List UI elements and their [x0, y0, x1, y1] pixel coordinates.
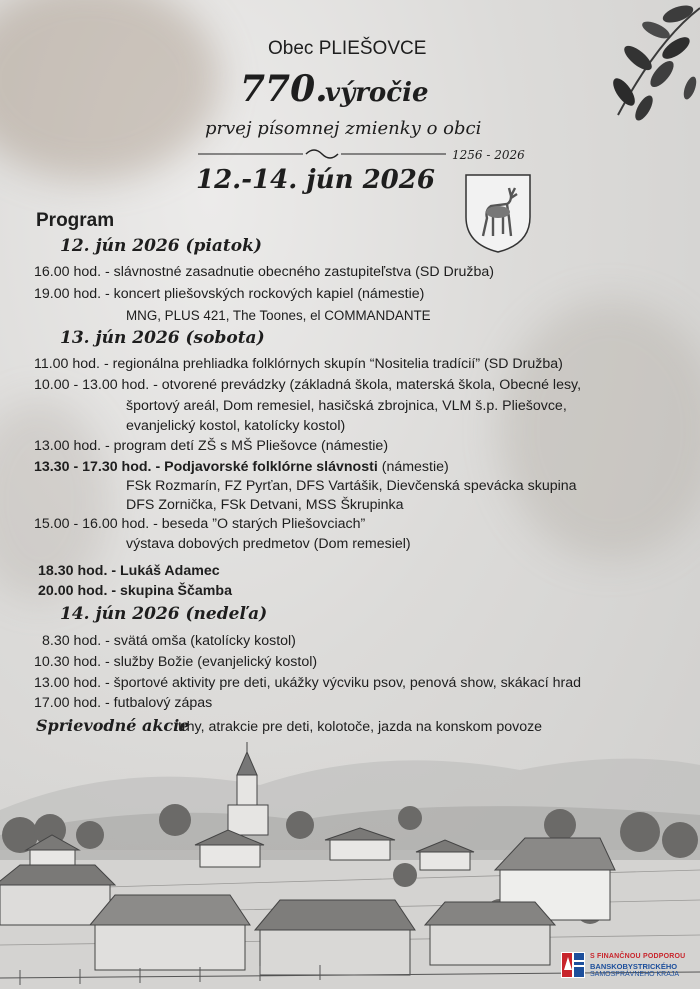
sponsor-line-1: S FINANČNOU PODPOROU — [590, 953, 686, 960]
sponsor-line-2: BANSKOBYSTRICKÉHO — [590, 962, 678, 971]
program-item: 8.30 hod. - svätá omša (katolícky kostol) — [42, 633, 296, 649]
highlight-text: 13.30 - 17.30 hod. - Podjavorské folklórne slávnosti — [34, 459, 378, 475]
program-item-detail: športový areál, Dom remesiel, hasičská zbrojnica, VLM š.p. Pliešovce, — [126, 398, 567, 414]
program-item: 10.30 hod. - služby Božie (evanjelický kostol) — [34, 654, 318, 670]
highlight-location: (námestie) — [377, 459, 449, 475]
leaves-decoration — [578, 0, 700, 130]
program-item-detail: DFS Zornička, FSk Detvani, MSS Škrupinka — [126, 497, 404, 513]
program-item: 17.00 hod. - futbalový zápas — [34, 695, 213, 711]
background-stain — [500, 300, 700, 560]
program-title: Program — [36, 210, 115, 231]
program-item-detail: evanjelický kostol, katolícky kostol) — [126, 418, 346, 434]
program-item: 13.00 hod. - športové aktivity pre deti, ukážky výcviku psov, penová show, skákací hrad — [34, 675, 582, 691]
side-events-label: Sprievodné akcie — [36, 716, 190, 735]
program-item: 15.00 - 16.00 hod. - beseda ”O starých Pliešovciach” — [34, 516, 366, 532]
divider-ornament — [198, 146, 446, 162]
program-item-detail: MNG, PLUS 421, The Toones, el COMMANDANTE — [126, 308, 431, 323]
program-item-concert: 18.30 hod. - Lukáš Adamec — [38, 563, 220, 579]
subtitle: prvej písomnej zmienky o obci — [205, 118, 482, 139]
event-dates: 12.-14. jún 2026 — [196, 165, 435, 195]
program-item-highlight — [34, 458, 449, 477]
program-item: 11.00 hod. - regionálna prehliadka folklórnych skupín “Nositelia tradícií” (SD Družba) — [34, 356, 563, 372]
day-heading-sunday: 14. jún 2026 (nedeľa) — [60, 604, 268, 624]
years-range: 1256 - 2026 — [452, 148, 525, 162]
anniversary-word: výročie — [325, 78, 429, 108]
municipality-name: Obec PLIEŠOVCE — [268, 38, 427, 59]
sponsor-line-3: SAMOSPRÁVNEHO KRAJA — [590, 971, 680, 978]
program-item-concert: 20.00 hod. - skupina Ščamba — [38, 583, 232, 599]
day-heading-friday: 12. jún 2026 (piatok) — [60, 236, 262, 256]
program-item: 16.00 hod. - slávnostné zasadnutie obecného zastupiteľstva (SD Družba) — [34, 264, 494, 280]
bbsk-logo-icon — [561, 952, 585, 978]
coat-of-arms — [463, 172, 533, 254]
program-item: 10.00 - 13.00 hod. - otvorené prevádzky (základná škola, materská škola, Obecné lesy, — [34, 377, 582, 393]
program-item-detail: výstava dobových predmetov (Dom remesiel) — [126, 536, 411, 552]
program-item-detail: FSk Rozmarín, FZ Pyrťan, DFS Vartášik, Dievčenská spevácka skupina — [126, 478, 577, 494]
anniversary-number: 770. — [240, 68, 328, 110]
day-heading-saturday: 13. jún 2026 (sobota) — [60, 328, 265, 348]
program-item: 19.00 hod. - koncert pliešovských rockových kapiel (námestie) — [34, 286, 425, 302]
program-item: 13.00 hod. - program detí ZŠ s MŠ Pliešovce (námestie) — [34, 438, 389, 454]
village-illustration — [0, 740, 700, 989]
background-stain — [0, 0, 220, 180]
side-events-text: trhy, atrakcie pre deti, kolotoče, jazda na konskom povoze — [178, 719, 543, 735]
